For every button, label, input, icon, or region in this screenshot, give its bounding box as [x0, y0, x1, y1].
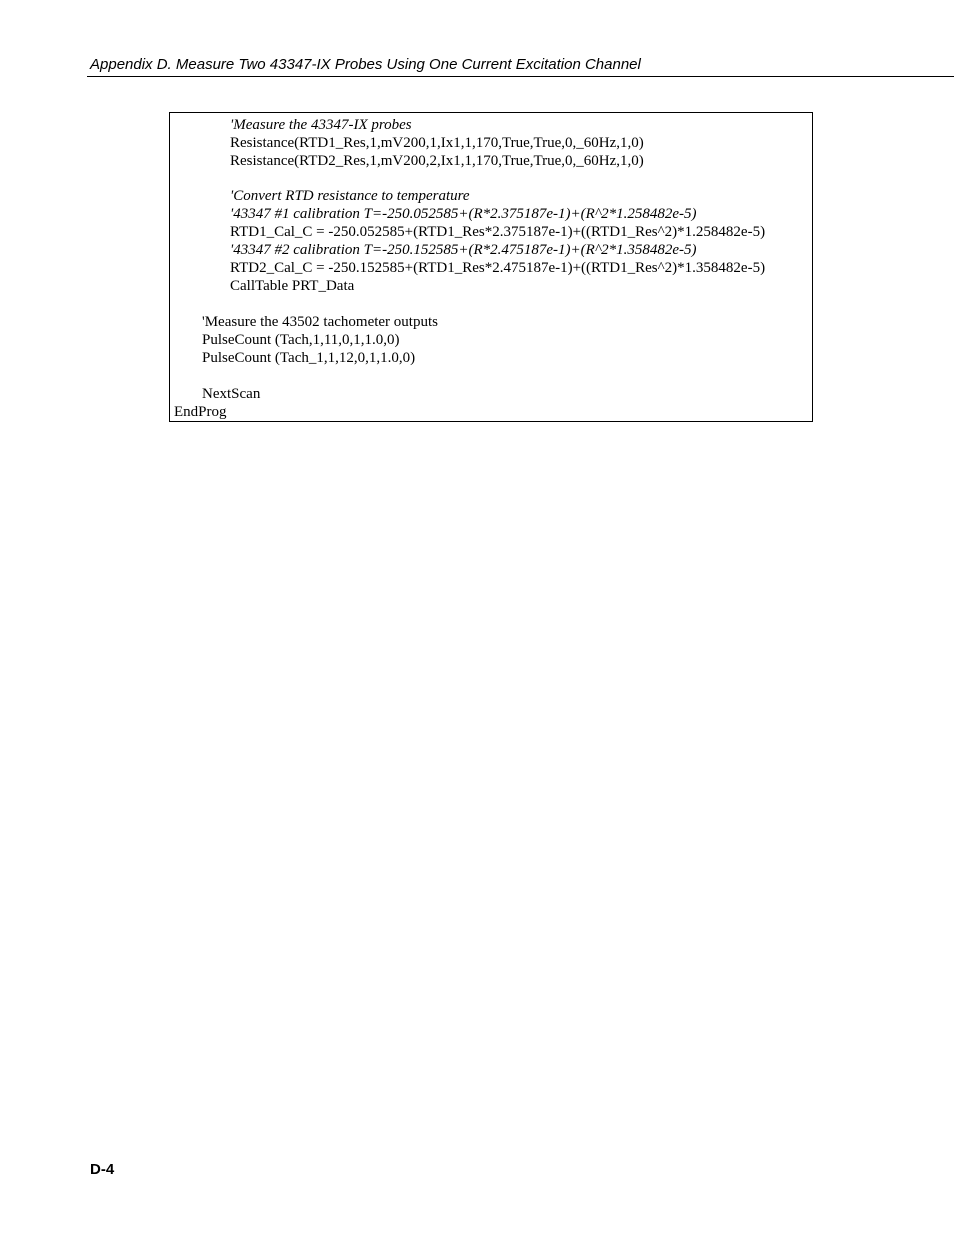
code-line-rtd2-cal: RTD2_Cal_C = -250.152585+(RTD1_Res*2.475187e-1)+((RTD1_Res^2)*1.358482e-5): [230, 260, 766, 276]
code-line-resistance-rtd1: Resistance(RTD1_Res,1,mV200,1,Ix1,1,170,True,True,0,_60Hz,1,0): [230, 135, 644, 151]
code-comment-calibration-1: '43347 #1 calibration T=-250.052585+(R*2.375187e-1)+(R^2*1.258482e-5): [230, 206, 697, 222]
code-line-pulsecount-tach1: PulseCount (Tach_1,1,12,0,1,1.0,0): [202, 350, 416, 366]
code-line-pulsecount-tach: PulseCount (Tach,1,11,0,1,1.0,0): [202, 332, 400, 348]
code-line-resistance-rtd2: Resistance(RTD2_Res,1,mV200,2,Ix1,1,170,True,True,0,_60Hz,1,0): [230, 153, 644, 169]
code-comment-measure-probes: 'Measure the 43347-IX probes: [230, 117, 412, 133]
header-rule: [87, 76, 954, 77]
code-line-rtd1-cal: RTD1_Cal_C = -250.052585+(RTD1_Res*2.375187e-1)+((RTD1_Res^2)*1.258482e-5): [230, 224, 766, 240]
code-line-nextscan: NextScan: [202, 386, 261, 402]
code-comment-calibration-2: '43347 #2 calibration T=-250.152585+(R*2.475187e-1)+(R^2*1.358482e-5): [230, 242, 697, 258]
code-comment-tachometer: 'Measure the 43502 tachometer outputs: [202, 314, 438, 330]
page-number: D-4: [90, 1161, 115, 1178]
code-listing-box: [169, 112, 813, 422]
page-header-title: Appendix D. Measure Two 43347-IX Probes Using One Current Excitation Channel: [90, 56, 641, 73]
code-line-endprog: EndProg: [174, 404, 227, 420]
code-comment-convert-rtd: 'Convert RTD resistance to temperature: [230, 188, 470, 204]
code-line-calltable: CallTable PRT_Data: [230, 278, 355, 294]
